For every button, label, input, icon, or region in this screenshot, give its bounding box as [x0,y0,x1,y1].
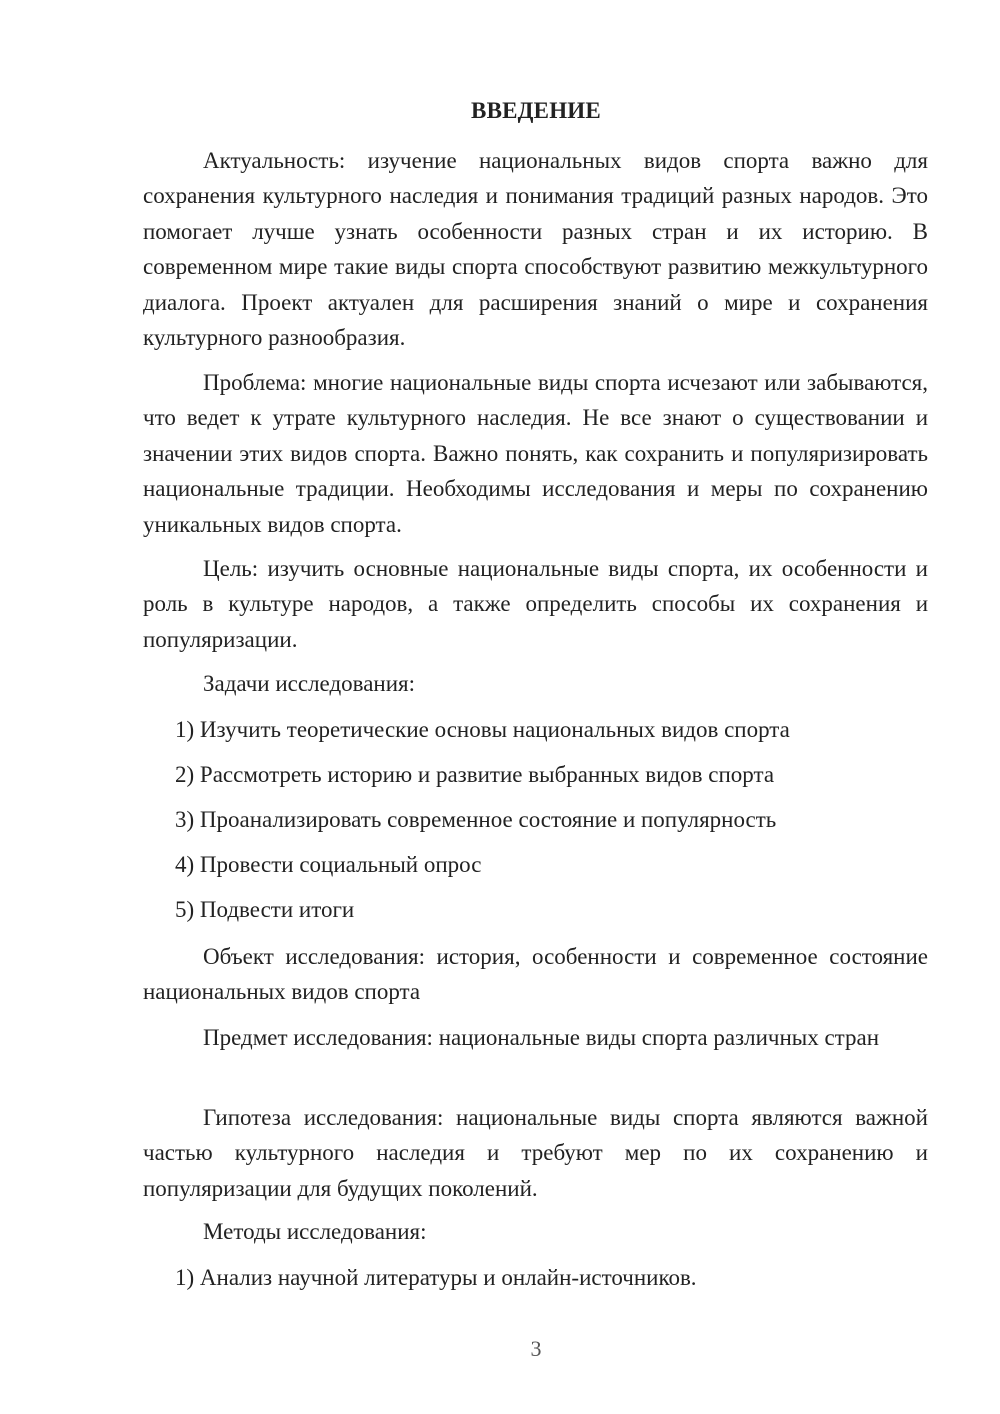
page-title: ВВЕДЕНИЕ [471,98,601,123]
methods-title: Методы исследования: [203,1219,427,1244]
page-number: 3 [530,1336,542,1361]
tasks-title: Задачи исследования: [203,671,416,696]
subject-paragraph: Предмет исследования: национальные виды спорта различных стран [203,1025,880,1050]
object-paragraph: Объект исследования: история, особенности и современное состояние национальных видов спорта [143,944,928,1005]
task-list-item: 4) Провести социальный опрос [175,852,482,877]
hypothesis-paragraph: Гипотеза исследования: национальные виды спорта являются важной частью культурного наследия и требуют мер по их сохранению и популяризации для будущих поколений. [143,1105,928,1201]
method-list-item: 1) Анализ научной литературы и онлайн-источников. [175,1265,697,1290]
goal-paragraph: Цель: изучить основные национальные виды спорта, их особенности и роль в культуре народов, а также определить способы их сохранения и популяризации. [143,556,928,652]
task-list-item: 2) Рассмотреть историю и развитие выбранных видов спорта [175,762,775,787]
task-list-item: 1) Изучить теоретические основы национальных видов спорта [175,717,790,742]
problem-paragraph: Проблема: многие национальные виды спорта исчезают или забываются, что ведет к утрате культурного наследия. Не все знают о существовании и значении этих видов спорта. Важно понять, как сохранить и популяризировать национальные традиции. Необходимы исследования и меры по сохранению уникальных видов спорта. [143,370,928,537]
task-list-item: 5) Подвести итоги [175,897,355,922]
task-list-item: 3) Проанализировать современное состояние и популярность [175,807,777,832]
relevance-paragraph: Актуальность: изучение национальных видов спорта важно для сохранения культурного наследия и понимания традиций разных народов. Это помогает лучше узнать особенности разных стран и их историю. В современном мире такие виды спорта способствуют развитию межкультурного диалога. Проект актуален для расширения знаний о мире и сохранения культурного разнообразия. [143,148,928,351]
